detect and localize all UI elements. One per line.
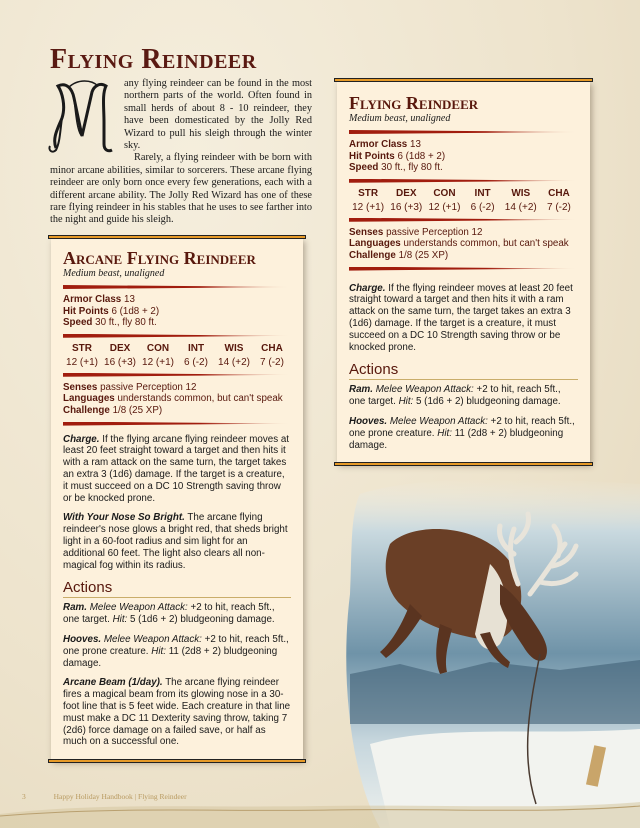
armor-class: Armor Class 13 bbox=[63, 294, 135, 305]
ability-scores bbox=[349, 188, 578, 213]
ability-cha: CHA 7 (-2) bbox=[546, 187, 571, 213]
divider bbox=[63, 422, 291, 426]
armor-class: Armor Class 13 bbox=[349, 139, 421, 150]
actions-heading: Actions bbox=[349, 361, 578, 380]
action-hooves: Hooves. Melee Weapon Attack: +2 to hit, reach 5ft., one prone creature. Hit: 11 (2d8 + 2) bludgeoning damage. bbox=[63, 633, 289, 669]
drop-cap-m bbox=[48, 78, 118, 156]
ability-dex: DEX 16 (+3) bbox=[104, 342, 136, 368]
ability-con: CON 12 (+1) bbox=[428, 187, 461, 213]
page-title: Flying Reindeer bbox=[50, 44, 257, 75]
footer-ornament bbox=[0, 800, 640, 828]
flying-reindeer-statblock bbox=[337, 81, 590, 463]
intro-paragraph-1: any flying reindeer can be found in the most northern parts of the world. Often found in small herds of about 8 - 10 reindeer, they have been domesticated by the Jolly Red Wizard to pull his sleigh through the winter sky. bbox=[124, 78, 312, 152]
ability-con: CON 12 (+1) bbox=[142, 342, 174, 368]
divider bbox=[63, 334, 291, 338]
divider bbox=[63, 285, 291, 289]
hit-points: Hit Points 6 (1d8 + 2) bbox=[349, 150, 446, 162]
divider bbox=[349, 130, 578, 134]
divider bbox=[63, 373, 291, 377]
divider bbox=[349, 179, 578, 183]
action-ram: Ram. Melee Weapon Attack: +2 to hit, reach 5ft., one target. Hit: 5 (1d6 + 2) bludgeoning damage. bbox=[63, 602, 275, 626]
actions-heading: Actions bbox=[63, 579, 291, 598]
action-arcane-beam: Arcane Beam (1/day). The arcane flying reindeer fires a magical beam from its glowing nose in a 30-foot line that is 5 feet wide. Each creature in that line must make a DC 11 Dexterity saving throw, taking 7 (2d6) force damage on a failed save, or half as much on a successful one. bbox=[63, 677, 291, 748]
footer-text: Happy Holiday Handbook | Flying Reindeer bbox=[53, 792, 187, 801]
ability-str: STR 12 (+1) bbox=[352, 187, 385, 213]
ability-int: INT 6 (-2) bbox=[470, 187, 495, 213]
ability-dex: DEX 16 (+3) bbox=[390, 187, 423, 213]
challenge: Challenge 1/8 (25 XP) bbox=[63, 404, 163, 416]
ability-scores bbox=[63, 343, 291, 368]
trait-charge: Charge. If the flying arcane flying reindeer moves at least 20 feet straight toward a target and then hits it with a ram attack on the same turn, the target takes an extra 3 (1d6) damage. If the target is a creature, it must succeed on a DC 10 Strength saving throw or be knocked prone. bbox=[63, 433, 290, 504]
reindeer-illustration bbox=[340, 474, 640, 828]
statblock-name: Flying Reindeer bbox=[349, 93, 479, 113]
challenge: Challenge 1/8 (25 XP) bbox=[349, 249, 449, 261]
action-hooves: Hooves. Melee Weapon Attack: +2 to hit, reach 5ft., one prone creature. Hit: 11 (2d8 + 2) bludgeoning damage. bbox=[349, 415, 575, 451]
hit-points: Hit Points 6 (1d8 + 2) bbox=[63, 305, 160, 317]
intro-text bbox=[50, 78, 312, 227]
trait-nose: With Your Nose So Bright. The arcane flying reindeer's nose glows a bright red, that sheds bright light in a 60-foot radius and sim light for an additional 60 feet. The light also clears all non-magical fog within its radius. bbox=[63, 512, 288, 571]
speed: Speed 30 ft., fly 80 ft. bbox=[349, 162, 443, 174]
senses: Senses passive Perception 12 bbox=[349, 226, 483, 238]
ability-str: STR 12 (+1) bbox=[66, 342, 98, 368]
statblock-name: Arcane Flying Reindeer bbox=[63, 248, 256, 268]
ability-wis: WIS 14 (+2) bbox=[218, 342, 250, 368]
divider bbox=[349, 267, 578, 271]
trait-charge: Charge. If the flying reindeer moves at least 20 feet straight toward a target and then hits it with a ram attack on the same turn, the target takes an extra 3 (1d6) damage. If the target is a creature, it must succeed on a DC 10 Strength saving throw or be knocked prone. bbox=[349, 282, 573, 353]
arcane-reindeer-statblock bbox=[51, 238, 303, 760]
languages: Languages understands common, but can't speak bbox=[349, 238, 569, 250]
page-number: 3 bbox=[22, 792, 26, 801]
languages: Languages understands common, but can't speak bbox=[63, 393, 283, 405]
statblock-subtitle: Medium beast, unaligned bbox=[63, 268, 165, 279]
speed: Speed 30 ft., fly 80 ft. bbox=[63, 317, 157, 329]
action-ram: Ram. Melee Weapon Attack: +2 to hit, reach 5ft., one target. Hit: 5 (1d6 + 2) bludgeoning damage. bbox=[349, 384, 561, 408]
senses: Senses passive Perception 12 bbox=[63, 381, 197, 393]
intro-paragraph-2: Rarely, a flying reindeer with be born with minor arcane abilities, similar to sorcerers. These arcane flying reindeer are only born once every few generations, each with a different arcane ability. The Jolly Red Wizard has one of these rare flying reindeer in his stables that he uses to see farther into the night and guide his sleigh. bbox=[50, 152, 312, 226]
ability-int: INT 6 (-2) bbox=[184, 342, 208, 368]
ability-wis: WIS 14 (+2) bbox=[504, 187, 537, 213]
ability-cha: CHA 7 (-2) bbox=[260, 342, 284, 368]
divider bbox=[349, 218, 578, 222]
statblock-subtitle: Medium beast, unaligned bbox=[349, 113, 451, 124]
